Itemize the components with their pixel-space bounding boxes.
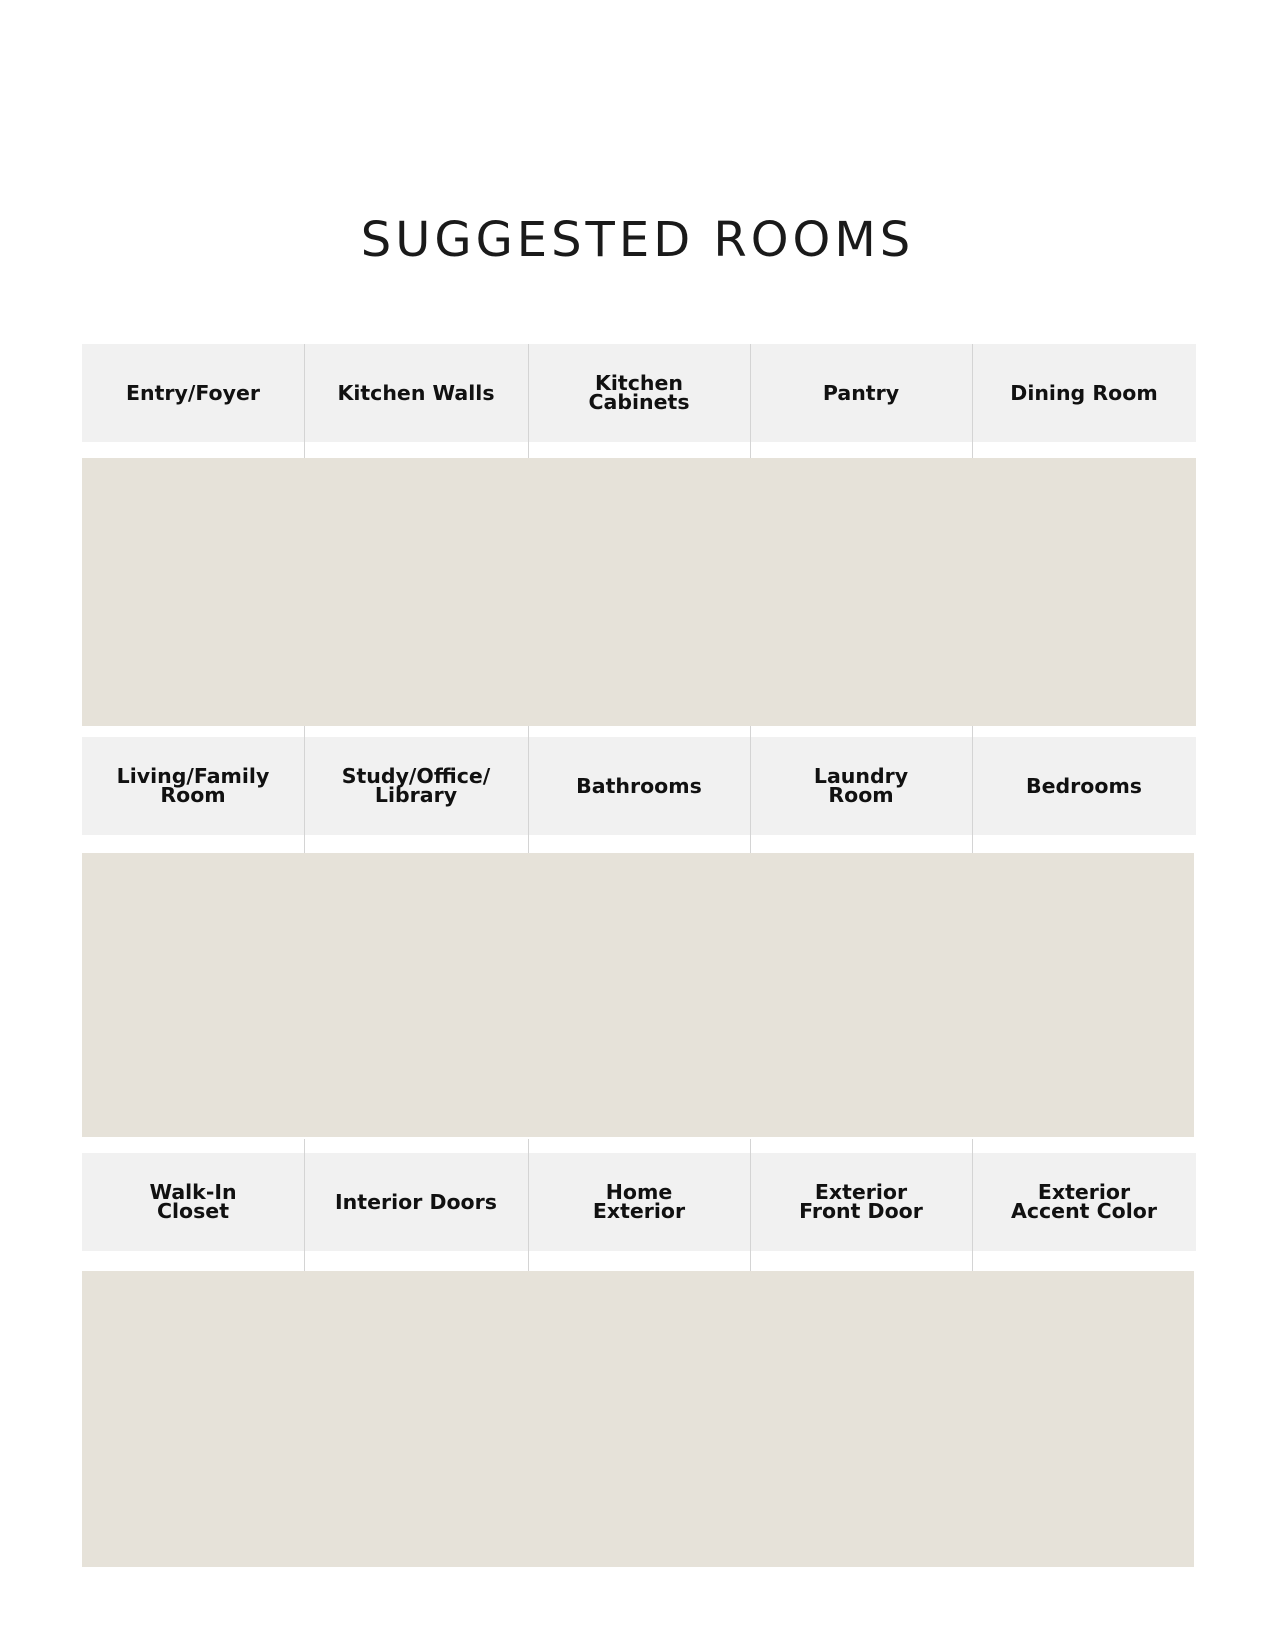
room-label-study-office-library: Study/Office/ Library	[341, 764, 491, 807]
room-label-row	[82, 1153, 1196, 1251]
column-divider	[972, 737, 973, 853]
room-label-entry-foyer: Entry/Foyer	[126, 380, 260, 405]
color-swatch-area	[82, 853, 1194, 1137]
room-label-kitchen-cabinets: Kitchen Cabinets	[588, 371, 690, 414]
column-divider	[304, 344, 305, 458]
column-divider	[528, 1139, 529, 1271]
room-label-row	[82, 344, 1196, 442]
room-label-home-exterior: Home Exterior	[592, 1180, 686, 1223]
column-divider	[972, 1139, 973, 1271]
room-label-bedrooms: Bedrooms	[1025, 773, 1143, 798]
room-label-walk-in-closet: Walk-In Closet	[149, 1180, 237, 1223]
room-label-pantry: Pantry	[822, 380, 900, 405]
room-label-row	[82, 737, 1196, 835]
room-section-3	[82, 1153, 1196, 1567]
column-divider	[972, 344, 973, 458]
room-section-1	[82, 344, 1196, 728]
room-label-laundry-room: Laundry Room	[813, 764, 909, 807]
color-swatch-area	[82, 458, 1196, 726]
room-label-kitchen-walls: Kitchen Walls	[337, 380, 495, 405]
color-swatch-area	[82, 1271, 1194, 1567]
column-divider	[750, 737, 751, 853]
room-label-interior-doors: Interior Doors	[335, 1189, 497, 1214]
column-divider	[304, 1139, 305, 1271]
room-label-living-family-room: Living/Family Room	[116, 764, 270, 807]
room-label-dining-room: Dining Room	[1010, 380, 1158, 405]
room-label-exterior-front-door: Exterior Front Door	[799, 1180, 923, 1223]
column-divider	[750, 1139, 751, 1271]
column-divider	[528, 737, 529, 853]
column-divider	[304, 737, 305, 853]
column-divider	[750, 344, 751, 458]
page-title: SUGGESTED ROOMS	[360, 212, 915, 268]
room-label-exterior-accent-color: Exterior Accent Color	[1011, 1180, 1157, 1223]
column-divider	[528, 344, 529, 458]
room-label-bathrooms: Bathrooms	[576, 773, 702, 798]
room-section-2	[82, 737, 1196, 1137]
